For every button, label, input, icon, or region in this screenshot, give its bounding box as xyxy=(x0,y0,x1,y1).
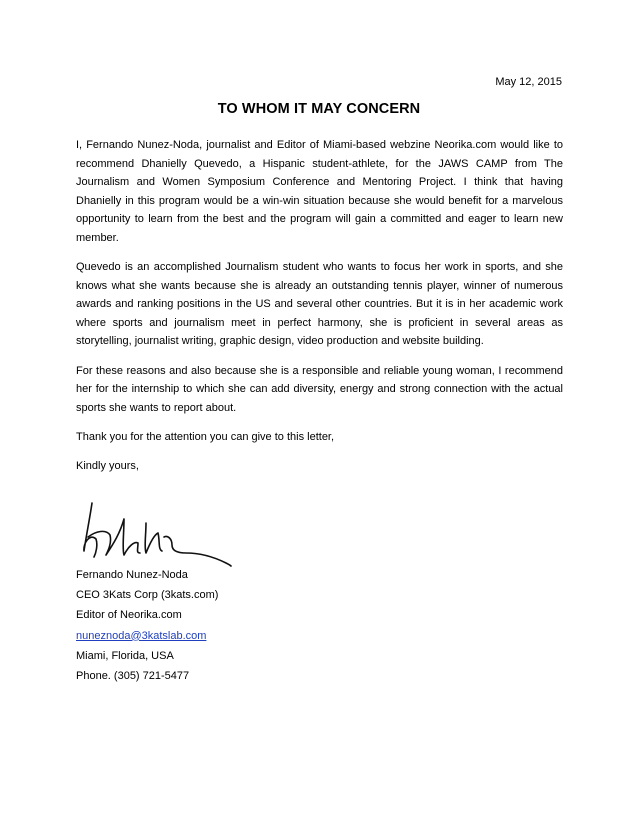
letter-body xyxy=(76,136,563,486)
letter-title: TO WHOM IT MAY CONCERN xyxy=(217,101,421,117)
thanks-line: Thank you for the attention you can give to this letter, xyxy=(76,430,335,443)
paragraph-accomplishments: Quevedo is an accomplished Journalism student who wants to focus her work in sports, and she knows what she wants because she is already an outstanding tennis player, winner of numerous awards and ranking positions in the US and several other countries. But it is in her academic work where sports and journalism meet in perfect harmony, she is proficient in several areas as storytelling, journalist writing, graphic design, video production and website building. xyxy=(76,261,563,348)
signer-editor-line: Editor of Neorika.com xyxy=(76,609,182,622)
signer-phone: Phone. (305) 721-5477 xyxy=(76,670,190,683)
paragraph-reasons: For these reasons and also because she is a responsible and reliable young woman, I recommend her for the internship to which she can add diversity, energy and strong connection with the actual sports she wants to report about. xyxy=(76,364,563,414)
paragraph-recommendation: I, Fernando Nunez-Noda, journalist and Editor of Miami-based webzine Neorika.com would like to recommend Dhanielly Quevedo, a Hispanic student-athlete, for the JAWS CAMP from The Journalism and Women Symposium Conference and Mentoring Project. I think that having Dhanielly in this program would be a win-win situation because she would benefit for a marvelous opportunity to learn from the best and the program will gain a committed and eager to learn new member. xyxy=(76,139,563,244)
closing-line: Kindly yours, xyxy=(76,459,139,472)
signature-block xyxy=(76,565,218,686)
letter-date: May 12, 2015 xyxy=(495,76,562,88)
signer-title: CEO 3Kats Corp (3kats.com) xyxy=(76,589,219,602)
signer-name: Fernando Nunez-Noda xyxy=(76,569,188,581)
signer-email-link[interactable]: nuneznoda@3katslab.com xyxy=(76,629,207,642)
signer-location: Miami, Florida, USA xyxy=(76,649,174,662)
handwritten-signature xyxy=(78,493,238,573)
